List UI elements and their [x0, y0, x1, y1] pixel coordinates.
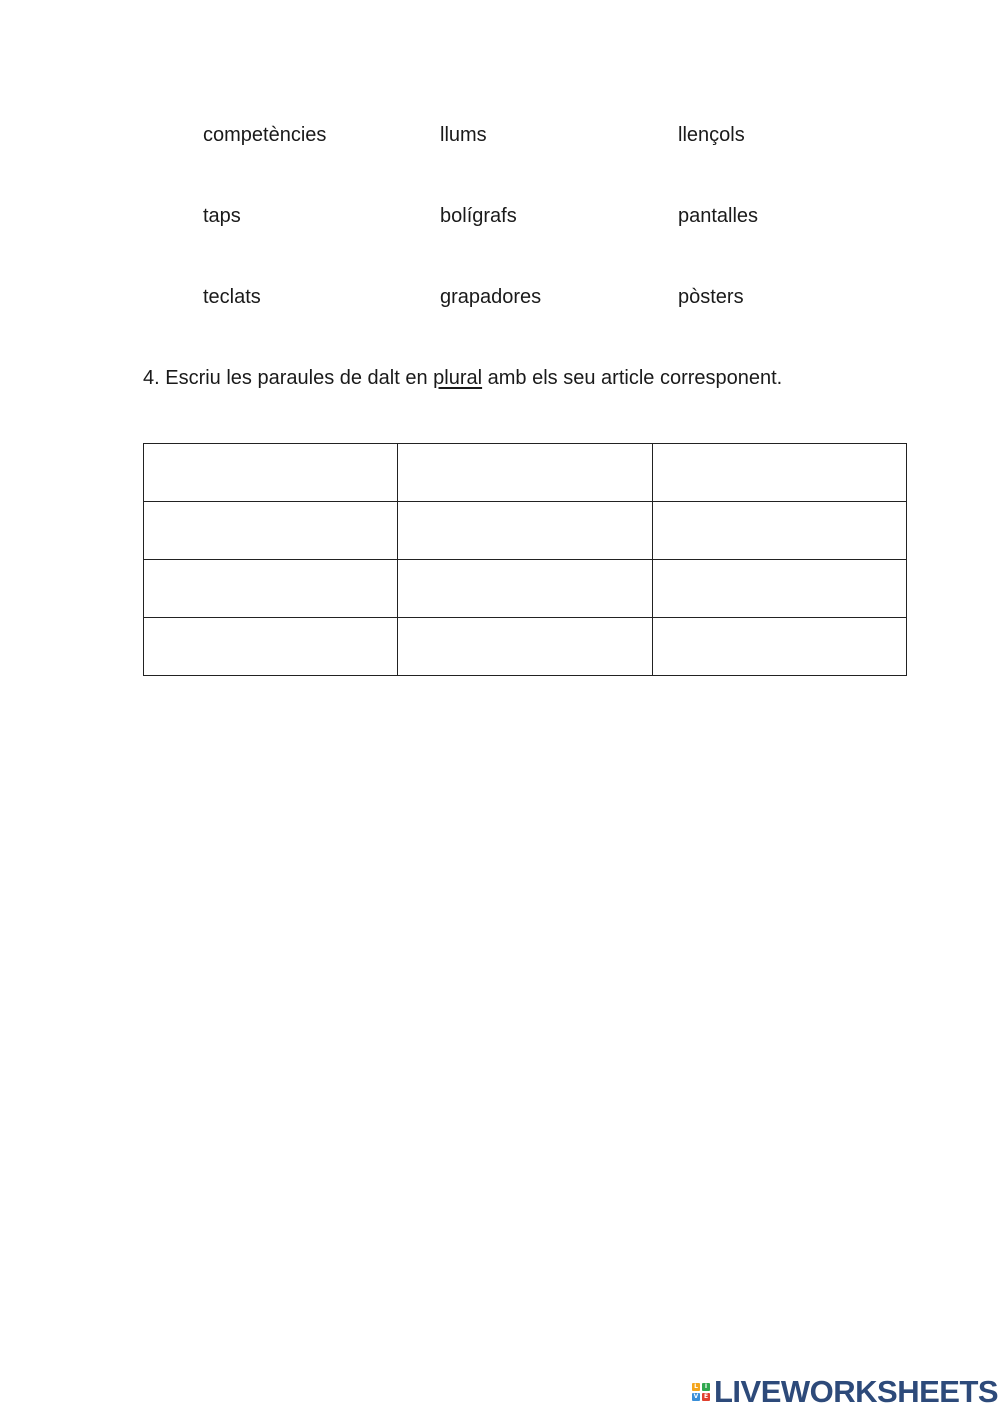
answer-table [143, 443, 907, 676]
answer-cell[interactable] [652, 444, 906, 502]
word-item: llums [440, 124, 487, 146]
instruction-text-after: amb els seu article corresponent. [482, 367, 783, 389]
word-item: competències [203, 124, 327, 146]
logo-mark-square: V [693, 1393, 699, 1400]
word-item: taps [203, 205, 241, 227]
word-item: pòsters [678, 286, 744, 308]
answer-cell[interactable] [398, 502, 652, 560]
logo-mark-square: L [692, 1383, 700, 1391]
answer-cell[interactable] [398, 560, 652, 618]
answer-cell[interactable] [652, 560, 906, 618]
logo-text: LIVEWORKSHEETS [714, 1374, 999, 1409]
word-item: pantalles [678, 205, 759, 227]
liveworksheets-logo [692, 1374, 998, 1410]
instruction-underlined-word: plural [433, 367, 483, 389]
answer-cell[interactable] [652, 502, 906, 560]
answer-cell[interactable] [144, 618, 398, 676]
exercise-instruction [143, 366, 782, 390]
table-row [144, 560, 907, 618]
word-item: teclats [203, 286, 261, 308]
table-row [144, 618, 907, 676]
word-item: grapadores [440, 286, 542, 308]
answer-cell[interactable] [144, 560, 398, 618]
answer-cell[interactable] [144, 502, 398, 560]
logo-mark-square: I [702, 1383, 710, 1391]
table-row [144, 444, 907, 502]
word-item: bolígrafs [440, 205, 517, 227]
logo-mark-icon [692, 1383, 710, 1401]
answer-cell[interactable] [398, 444, 652, 502]
instruction-text-before: 4. Escriu les paraules de dalt en [143, 367, 434, 389]
word-item: llençols [678, 124, 745, 146]
answer-cell[interactable] [398, 618, 652, 676]
answer-cell[interactable] [144, 444, 398, 502]
table-row [144, 502, 907, 560]
logo-mark-square: E [703, 1393, 709, 1400]
answer-cell[interactable] [652, 618, 906, 676]
